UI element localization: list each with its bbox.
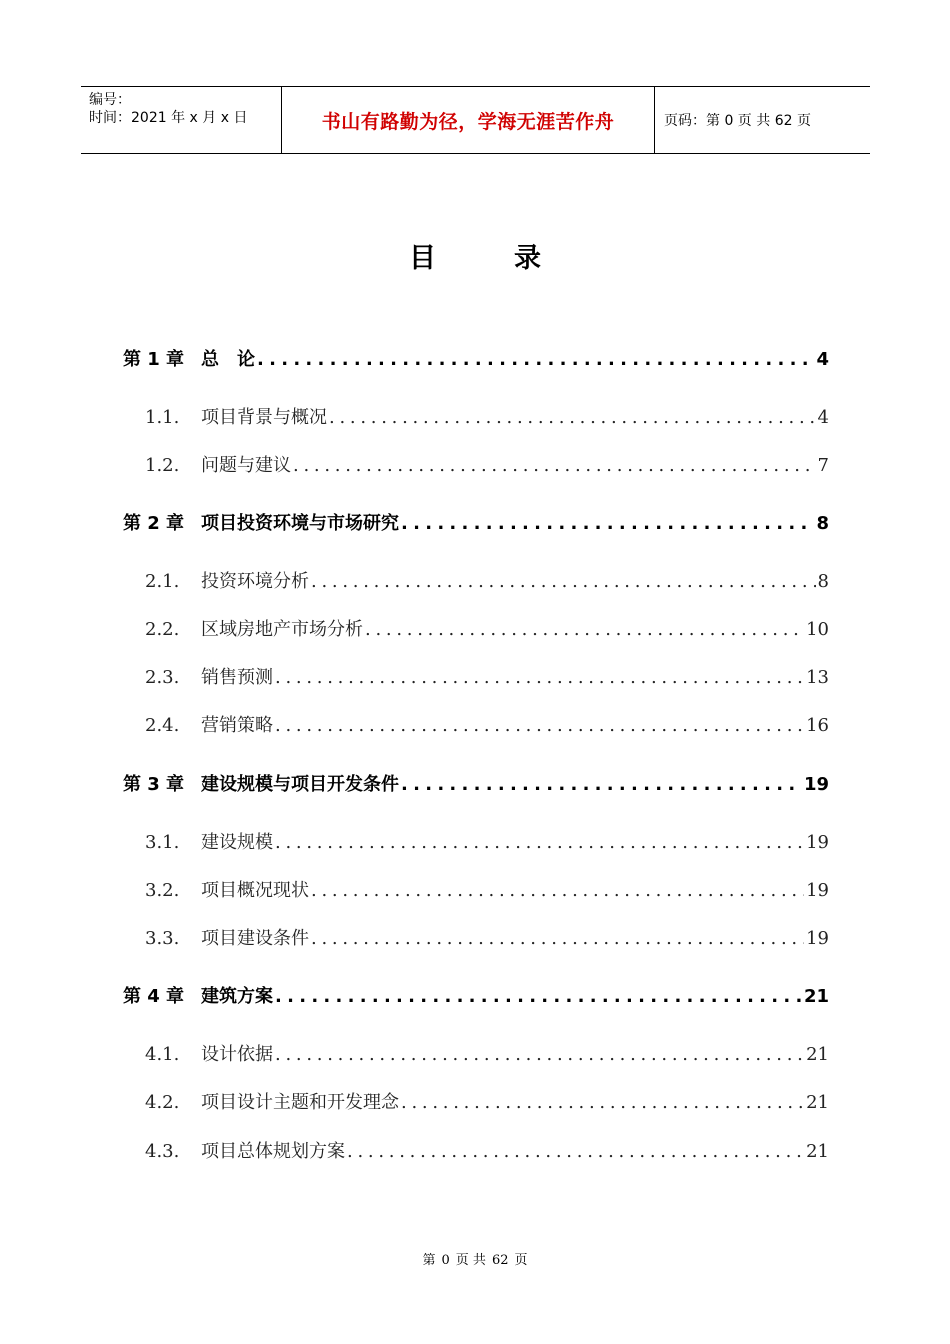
toc-section-entry[interactable]	[145, 615, 829, 645]
toc-leader-dots	[311, 924, 804, 954]
toc-entry-page: 7	[817, 455, 829, 476]
toc-entry-number: 4.3.	[145, 1141, 180, 1162]
toc-entry-page: 21	[806, 1141, 829, 1162]
toc-entry-page: 19	[806, 880, 829, 901]
toc-entry-title: 建设规模	[201, 832, 273, 853]
toc-leader-dots	[275, 663, 804, 693]
toc-chapter-entry[interactable]	[123, 982, 829, 1012]
time-label: 时间：2021 年 x 月 x 日	[89, 110, 248, 126]
toc-entry-page: 21	[806, 1092, 829, 1113]
footer-current-page: 0	[441, 1253, 450, 1268]
serial-label: 编号：	[89, 92, 131, 108]
toc-entry-title: 项目概况现状	[201, 880, 309, 901]
toc-entry-page: 21	[806, 1044, 829, 1065]
toc-entry-page: 4	[817, 407, 829, 428]
toc-entry-number: 1.1.	[145, 407, 180, 428]
toc-section-entry[interactable]	[145, 711, 829, 741]
toc-leader-dots	[365, 615, 804, 645]
toc-entry-number: 4.1.	[145, 1044, 180, 1065]
toc-leader-dots	[293, 451, 816, 481]
toc-entry-title: 总 论	[201, 349, 255, 370]
toc-entry-number: 3.2.	[145, 880, 180, 901]
toc-leader-dots	[311, 876, 804, 906]
toc-section-entry[interactable]	[145, 876, 829, 906]
toc-entry-title: 建设规模与项目开发条件	[201, 774, 399, 795]
toc-entry-title: 项目投资环境与市场研究	[201, 513, 399, 534]
toc-entry-title: 项目建设条件	[201, 928, 309, 949]
toc-section-entry[interactable]	[145, 451, 829, 481]
toc-entry-number: 3.1.	[145, 832, 180, 853]
toc-section-entry[interactable]	[145, 1137, 829, 1167]
header-meta	[81, 87, 281, 153]
toc-entry-title: 销售预测	[201, 667, 273, 688]
toc-entry-number: 3.3.	[145, 928, 180, 949]
toc-section-entry[interactable]	[145, 567, 829, 597]
toc-leader-dots	[329, 403, 816, 433]
toc-entry-page: 8	[816, 513, 829, 534]
toc-entry-page: 19	[806, 928, 829, 949]
toc-entry-title: 项目设计主题和开发理念	[201, 1092, 399, 1113]
toc-entry-number: 2.4.	[145, 715, 180, 736]
toc-section-entry[interactable]	[145, 828, 829, 858]
toc-entry-page: 19	[803, 774, 829, 795]
toc-entry-number: 2.1.	[145, 571, 180, 592]
toc-chapter-entry[interactable]	[123, 345, 829, 375]
footer-total-pages: 62	[491, 1253, 509, 1268]
toc-entry-page: 16	[806, 715, 829, 736]
toc-entry-title: 项目总体规划方案	[201, 1141, 345, 1162]
toc-leader-dots	[401, 1088, 804, 1118]
toc-leader-dots	[275, 982, 802, 1012]
toc-entry-number: 4.2.	[145, 1092, 180, 1113]
toc-entry-page: 21	[803, 986, 829, 1007]
page-footer	[0, 1249, 950, 1268]
toc-leader-dots	[275, 1040, 804, 1070]
toc-entry-number: 2.2.	[145, 619, 180, 640]
toc-leader-dots	[347, 1137, 804, 1167]
toc-entry-title: 建筑方案	[201, 986, 273, 1007]
toc-leader-dots	[275, 711, 804, 741]
toc-section-entry[interactable]	[145, 924, 829, 954]
footer-prefix: 第	[422, 1253, 436, 1268]
toc-entry-title: 设计依据	[201, 1044, 273, 1065]
toc-entry-number: 第 2 章	[123, 513, 185, 534]
toc-title: 目录	[409, 243, 619, 274]
toc-section-entry[interactable]	[145, 1040, 829, 1070]
footer-suffix: 页	[514, 1253, 528, 1268]
toc-entry-page: 10	[806, 619, 829, 640]
toc-entry-title: 项目背景与概况	[201, 407, 327, 428]
toc-leader-dots	[275, 828, 804, 858]
toc-entry-title: 投资环境分析	[201, 571, 309, 592]
toc-entry-number: 第 1 章	[123, 349, 185, 370]
header-page-info: 页码：第 0 页 共 62 页	[664, 113, 811, 129]
toc-leader-dots	[311, 567, 816, 597]
toc-entry-page: 19	[806, 832, 829, 853]
toc-entry-number: 1.2.	[145, 455, 180, 476]
toc-entry-number: 第 4 章	[123, 986, 185, 1007]
toc-chapter-entry[interactable]	[123, 770, 829, 800]
header-motto: 书山有路勤为径，学海无涯苦作舟	[281, 87, 655, 153]
toc-leader-dots	[257, 345, 814, 375]
toc-leader-dots	[401, 770, 802, 800]
toc-section-entry[interactable]	[145, 1088, 829, 1118]
toc-entry-page: 8	[817, 571, 829, 592]
page-header	[81, 86, 870, 154]
toc-entry-number: 第 3 章	[123, 774, 185, 795]
toc-entry-number: 2.3.	[145, 667, 180, 688]
toc-entry-page: 4	[816, 349, 829, 370]
toc-entry-title: 营销策略	[201, 715, 273, 736]
toc-section-entry[interactable]	[145, 663, 829, 693]
footer-mid: 页 共	[455, 1253, 486, 1268]
toc-leader-dots	[401, 509, 814, 539]
toc-chapter-entry[interactable]	[123, 509, 829, 539]
toc-entry-title: 区域房地产市场分析	[201, 619, 363, 640]
toc-entry-page: 13	[806, 667, 829, 688]
toc-entry-title: 问题与建议	[201, 455, 291, 476]
toc-section-entry[interactable]	[145, 403, 829, 433]
